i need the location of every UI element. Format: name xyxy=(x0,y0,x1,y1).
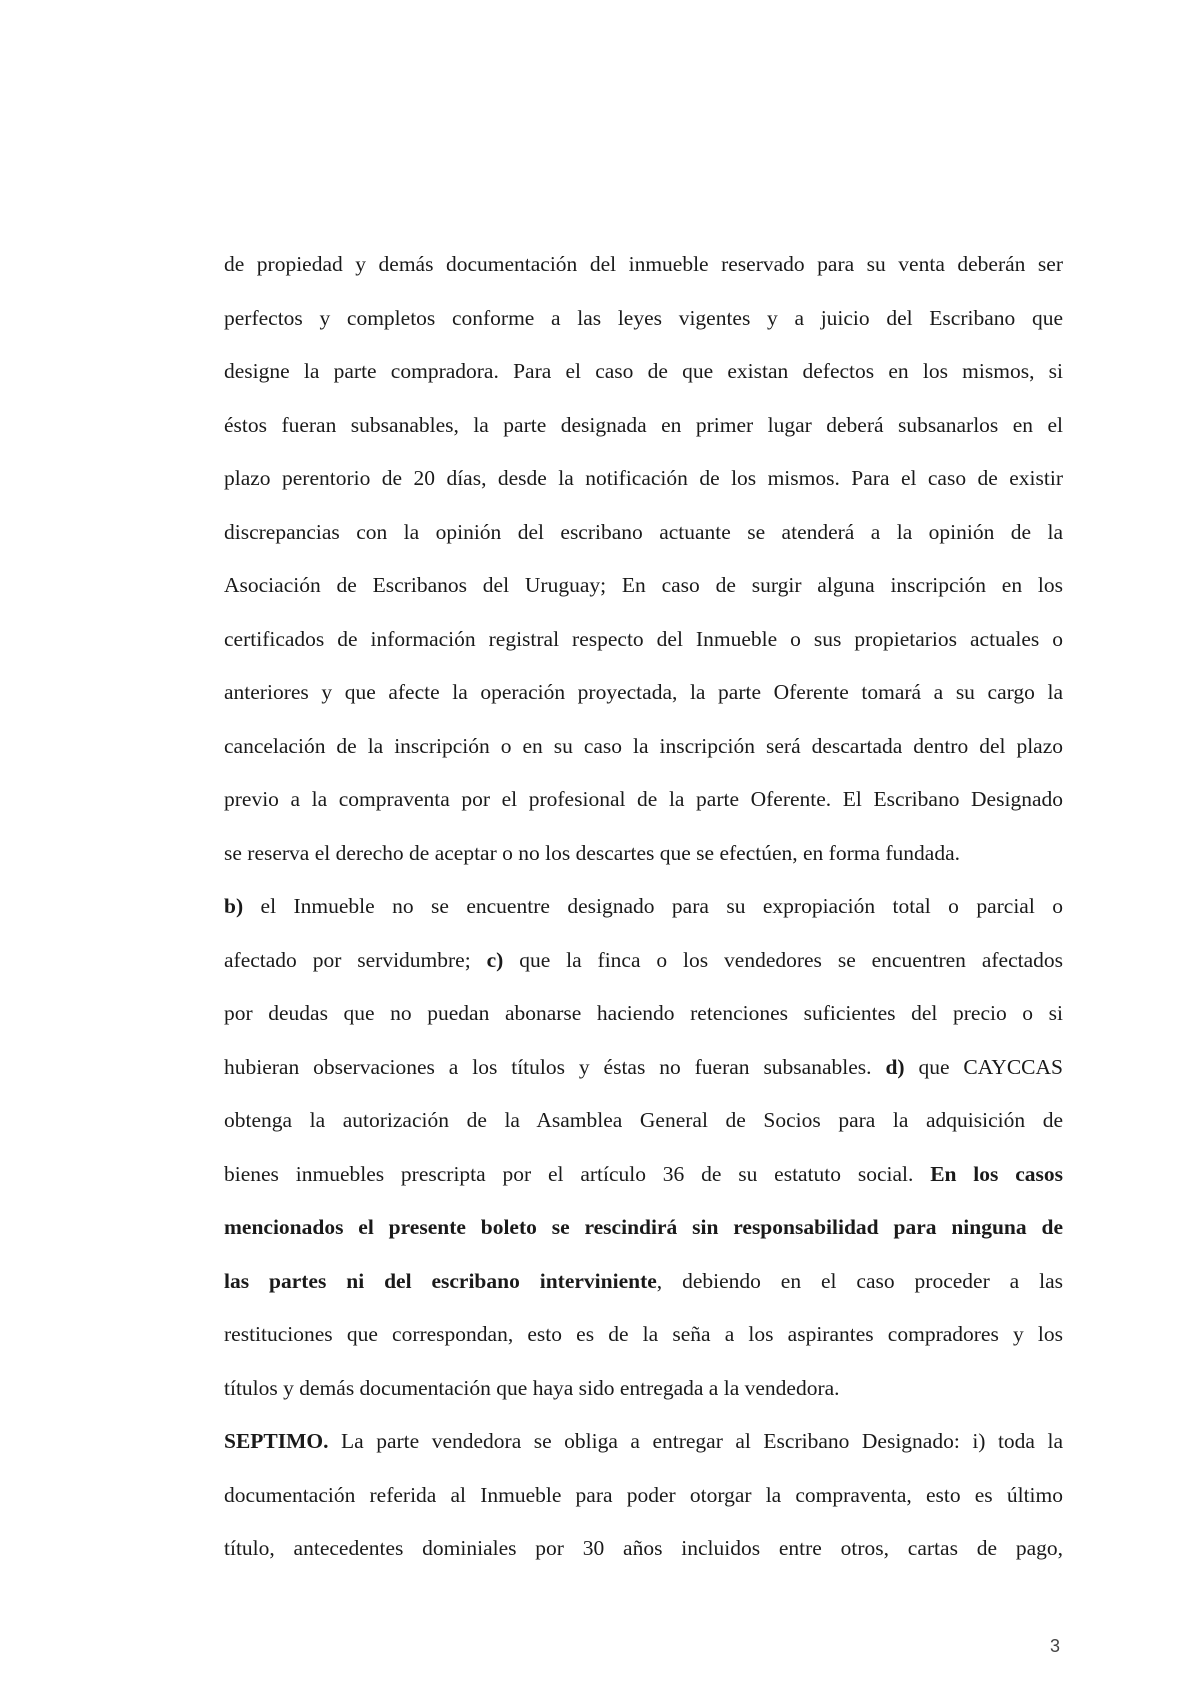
text-line xyxy=(224,1522,1063,1576)
text-run: por deudas que no puedan abonarse haciendo retenciones suficientes del precio o si xyxy=(224,1001,1063,1025)
text-run: , debiendo en el caso proceder a las xyxy=(656,1268,1063,1293)
paragraph xyxy=(224,238,1063,880)
text-run: obtenga la autorización de la Asamblea General de Socios para la adquisición de xyxy=(224,1108,1063,1132)
text-line xyxy=(224,720,1063,774)
text-run: éstos fueran subsanables, la parte designada en primer lugar deberá subsanarlos en el xyxy=(224,412,1063,437)
text-line xyxy=(224,506,1063,560)
text-line xyxy=(224,1308,1063,1362)
text-run: previo a la compraventa por el profesional de la parte Oferente. El Escribano Designado xyxy=(224,787,1063,811)
text-line xyxy=(224,1201,1063,1255)
text-run: bienes inmuebles prescripta por el artículo 36 de su estatuto social. xyxy=(224,1161,931,1186)
bold-text: b) xyxy=(224,894,244,918)
text-line xyxy=(224,1362,1063,1416)
text-line xyxy=(224,1255,1063,1309)
text-line xyxy=(224,934,1063,988)
paragraph xyxy=(224,880,1063,1415)
text-run: La parte vendedora se obliga a entregar al Escribano Designado: i) toda la xyxy=(328,1429,1063,1453)
body-text xyxy=(224,238,1063,1576)
text-line xyxy=(224,987,1063,1041)
text-line xyxy=(224,452,1063,506)
text-run: hubieran observaciones a los títulos y éstas no fueran subsanables. xyxy=(224,1054,886,1079)
text-run: designe la parte compradora. Para el caso de que existan defectos en los mismos, si xyxy=(224,359,1063,383)
text-run: títulos y demás documentación que haya sido entregada a la vendedora. xyxy=(224,1375,840,1400)
text-line xyxy=(224,773,1063,827)
text-run: afectado por servidumbre; xyxy=(224,947,487,972)
text-line xyxy=(224,559,1063,613)
text-run: cancelación de la inscripción o en su caso la inscripción será descartada dentro del plazo xyxy=(224,733,1063,758)
text-run: se reserva el derecho de aceptar o no los descartes que se efectúen, en forma fundada. xyxy=(224,840,961,865)
text-run: restituciones que correspondan, esto es de la seña a los aspirantes compradores y los xyxy=(224,1322,1063,1346)
text-line xyxy=(224,613,1063,667)
text-run: que CAYCCAS xyxy=(904,1054,1063,1079)
text-line xyxy=(224,666,1063,720)
text-run: documentación referida al Inmueble para poder otorgar la compraventa, esto es último xyxy=(224,1482,1063,1507)
bold-text: las partes ni del escribano interviniente xyxy=(224,1268,657,1293)
bold-text: SEPTIMO. xyxy=(224,1429,329,1453)
text-run: plazo perentorio de 20 días, desde la notificación de los mismos. Para el caso de existir xyxy=(224,466,1063,490)
text-run: que la finca o los vendedores se encuentren afectados xyxy=(503,947,1063,972)
bold-text: c) xyxy=(486,947,504,972)
text-line xyxy=(224,399,1063,453)
text-line xyxy=(224,827,1063,881)
text-line xyxy=(224,238,1063,292)
text-run: el Inmueble no se encuentre designado para su expropiación total o parcial o xyxy=(243,894,1063,918)
paragraph xyxy=(224,1415,1063,1576)
text-line xyxy=(224,1148,1063,1202)
text-line xyxy=(224,345,1063,399)
text-line xyxy=(224,292,1063,346)
text-run: anteriores y que afecte la operación proyectada, la parte Oferente tomará a su cargo la xyxy=(224,680,1063,704)
page-number: 3 xyxy=(1050,1636,1061,1656)
text-line xyxy=(224,1415,1063,1469)
text-run: certificados de información registral respecto del Inmueble o sus propietarios actuales o xyxy=(224,626,1063,651)
text-line xyxy=(224,1094,1063,1148)
bold-text: En los casos xyxy=(930,1161,1063,1186)
bold-text: mencionados el presente boleto se rescindirá sin responsabilidad para ninguna de xyxy=(224,1215,1063,1239)
text-line xyxy=(224,1469,1063,1523)
bold-text: d) xyxy=(885,1054,905,1079)
text-line xyxy=(224,880,1063,934)
text-run: perfectos y completos conforme a las leyes vigentes y a juicio del Escribano que xyxy=(224,305,1063,330)
text-run: de propiedad y demás documentación del inmueble reservado para su venta deberán ser xyxy=(224,252,1063,276)
text-run: Asociación de Escribanos del Uruguay; En caso de surgir alguna inscripción en los xyxy=(224,573,1063,597)
text-run: título, antecedentes dominiales por 30 años incluidos entre otros, cartas de pago, xyxy=(224,1536,1063,1560)
text-line xyxy=(224,1041,1063,1095)
text-run: discrepancias con la opinión del escribano actuante se atenderá a la opinión de la xyxy=(224,519,1063,544)
